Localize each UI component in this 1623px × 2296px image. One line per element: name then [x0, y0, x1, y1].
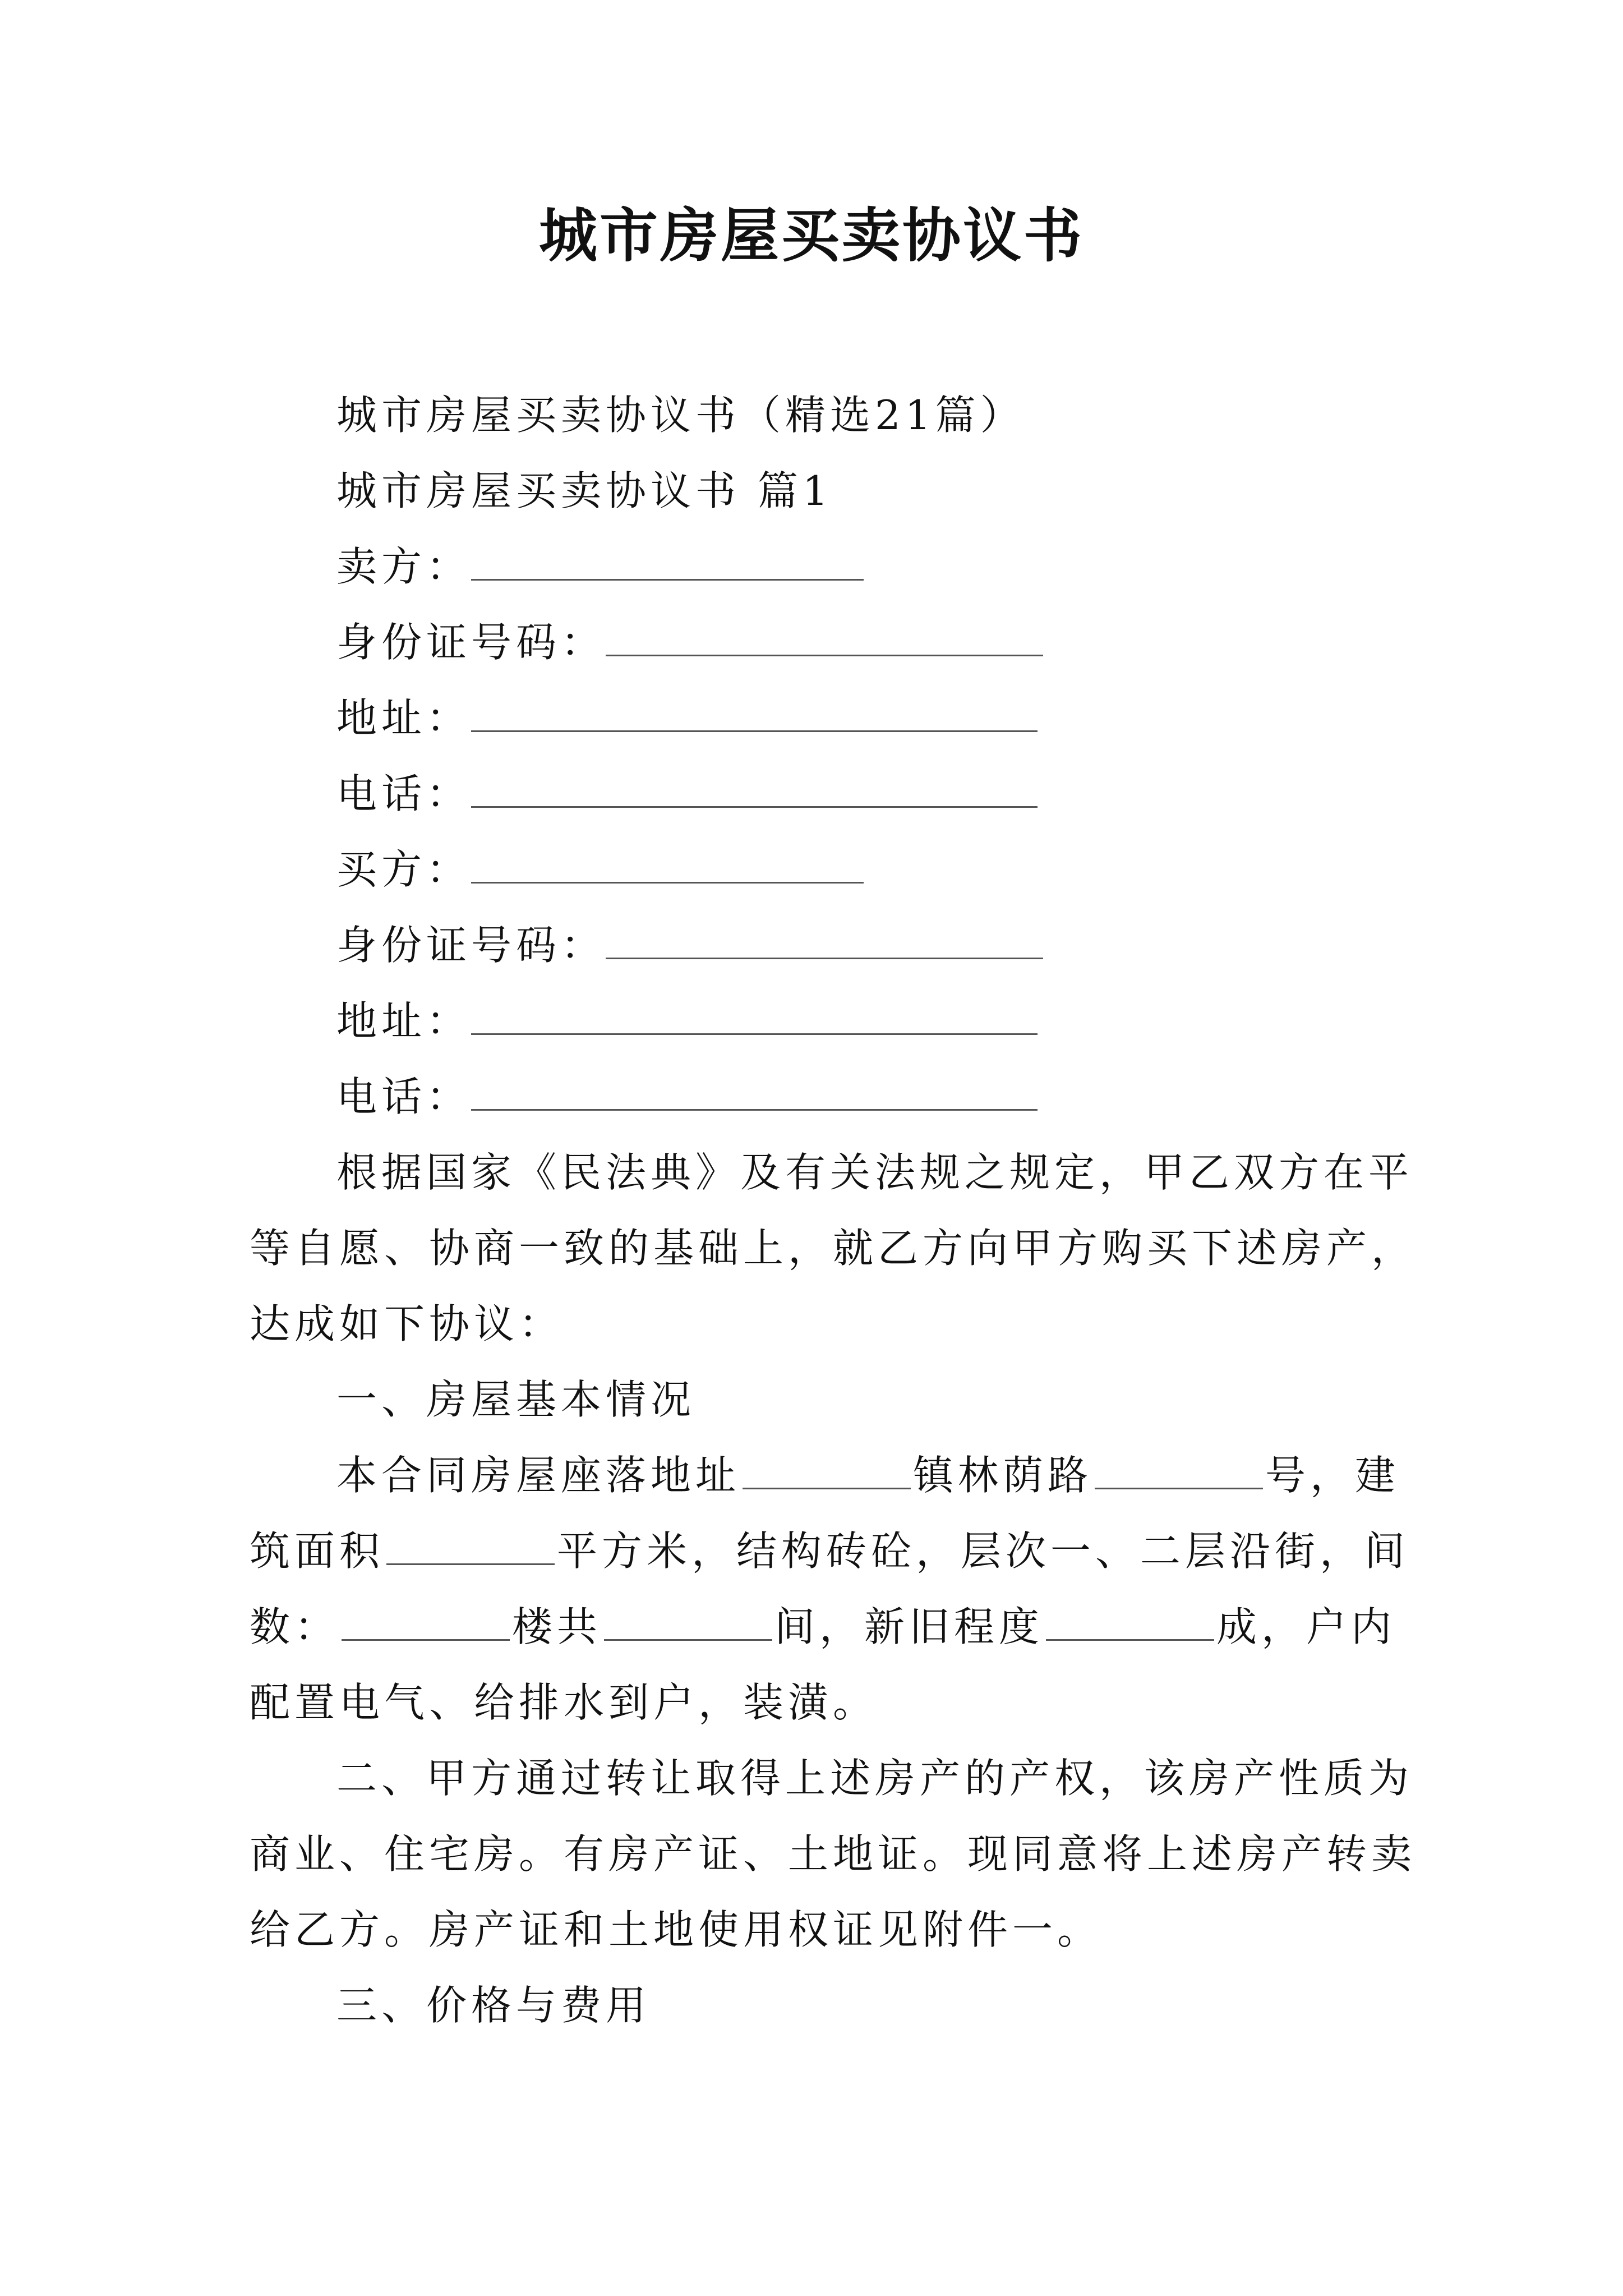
clause-1-line-4: 配置电气、给排水到户，装潢。 — [250, 1679, 878, 1726]
area-blank — [386, 1524, 555, 1565]
buyer-id-row — [336, 917, 1043, 973]
seller-phone-row — [336, 766, 1038, 822]
seller-phone-label: 电话： — [336, 770, 472, 817]
clause-1-line-2 — [250, 1523, 1409, 1579]
clause-1-rooms-text: 数： — [250, 1603, 340, 1650]
seller-address-label: 地址： — [336, 694, 472, 742]
clause-3-heading: 三、价格与费用 — [336, 1982, 651, 2029]
section-heading: 城市房屋买卖协议书 篇1 — [336, 467, 833, 514]
clause-2-line-2: 商业、住宅房。有房产证、土地证。现同意将上述房产转卖 — [250, 1830, 1417, 1878]
clause-1-floors-text: 楼共 — [512, 1603, 602, 1650]
document-title: 城市房屋买卖协议书 — [538, 201, 1084, 270]
buyer-phone-label: 电话： — [336, 1073, 472, 1120]
rooms-blank — [604, 1600, 772, 1641]
clause-1-line-1 — [336, 1447, 1400, 1503]
seller-blank — [471, 540, 864, 581]
clause-1-area-text: 筑面积 — [250, 1527, 385, 1575]
seller-id-row — [336, 614, 1043, 670]
document-subtitle: 城市房屋买卖协议书（精选21篇） — [336, 392, 1025, 439]
clause-1-line-3 — [250, 1599, 1396, 1655]
buyer-id-label: 身份证号码： — [336, 922, 606, 969]
clause-2-line-3: 给乙方。房产证和土地使用权证见附件一。 — [250, 1906, 1103, 1953]
seller-address-row — [336, 690, 1038, 746]
condition-blank — [1046, 1600, 1214, 1641]
building-blank — [342, 1600, 510, 1641]
buyer-id-blank — [606, 918, 1043, 959]
buyer-label: 买方： — [336, 846, 472, 893]
buyer-phone-row — [336, 1069, 1038, 1125]
intro-line-2: 等自愿、协商一致的基础上，就乙方向甲方购买下述房产， — [250, 1225, 1417, 1272]
buyer-address-blank — [471, 994, 1038, 1035]
seller-id-blank — [606, 615, 1043, 656]
seller-id-label: 身份证号码： — [336, 619, 606, 666]
seller-row — [336, 539, 864, 595]
buyer-address-row — [336, 993, 1038, 1049]
clause-1-interior-text: 成，户内 — [1216, 1603, 1396, 1650]
intro-line-3: 达成如下协议： — [250, 1300, 564, 1347]
clause-1-address-text: 本合同房屋座落地址 — [336, 1452, 741, 1499]
seller-phone-blank — [471, 767, 1038, 808]
clause-1-road-text: 镇林荫路 — [913, 1452, 1093, 1499]
seller-label: 卖方： — [336, 543, 472, 590]
buyer-phone-blank — [471, 1070, 1038, 1111]
intro-line-1: 根据国家《民法典》及有关法规之规定，甲乙双方在平 — [336, 1149, 1414, 1196]
clause-2-line-1: 二、甲方通过转让取得上述房产的产权，该房产性质为 — [336, 1755, 1414, 1802]
buyer-row — [336, 841, 864, 898]
number-blank — [1095, 1448, 1263, 1489]
clause-1-structure-text: 平方米，结构砖砼，层次一、二层沿街，间 — [557, 1527, 1410, 1575]
clause-1-number-text: 号，建 — [1265, 1452, 1400, 1499]
clause-1-condition-text: 间，新旧程度 — [774, 1603, 1044, 1650]
seller-address-blank — [471, 691, 1038, 732]
address-blank — [743, 1448, 911, 1489]
buyer-blank — [471, 843, 864, 884]
clause-1-heading: 一、房屋基本情况 — [336, 1376, 696, 1423]
buyer-address-label: 地址： — [336, 997, 472, 1045]
